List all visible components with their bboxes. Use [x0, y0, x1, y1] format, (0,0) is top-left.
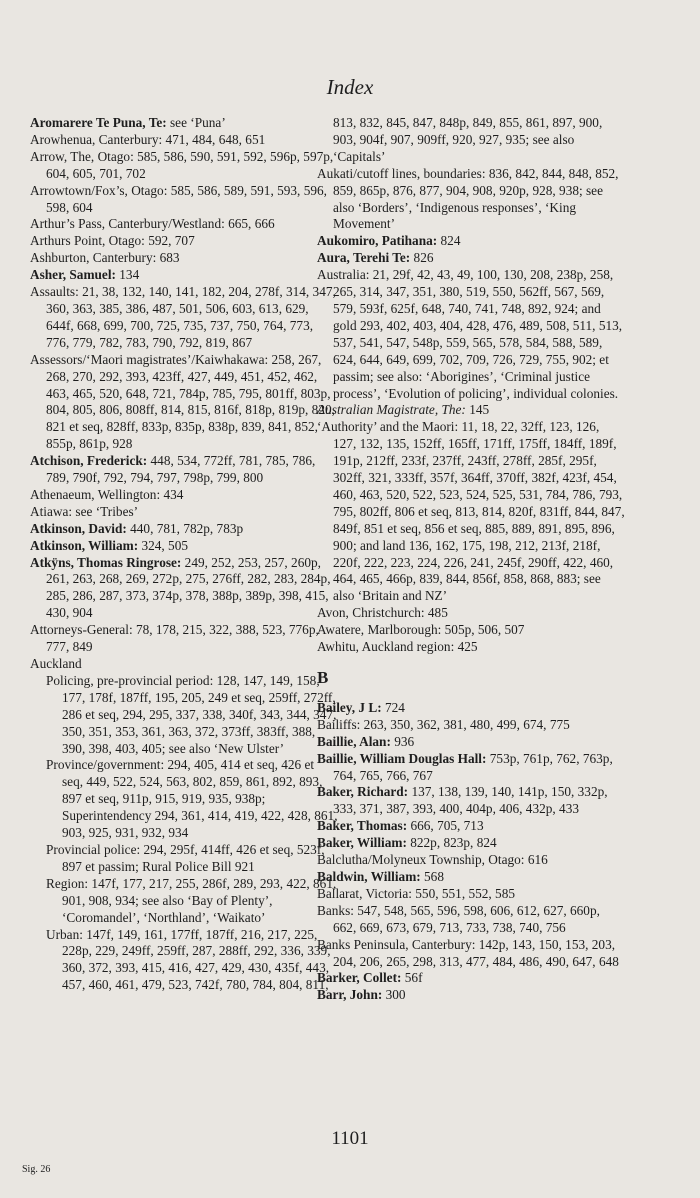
printer-signature-mark: Sig. 26	[22, 1164, 51, 1175]
entry-references: 145	[469, 402, 490, 418]
index-entry	[30, 267, 338, 284]
entry-references: 724	[384, 699, 405, 715]
index-entry: Assaults: 21, 38, 132, 140, 141, 182, 204, 278f, 314, 347, 360, 363, 385, 386, 487, 501, 506, 603, 613, 629, 644f, 668, 699, 700, 725, 735, 737, 750, 764, 773, 776, 779, 782, 783, 790, 792, 819, 867	[30, 284, 336, 350]
entry-heading: Atchison, Frederick:	[30, 453, 151, 469]
entry-references: 56f	[404, 970, 423, 986]
index-entry: Atiawa: see ‘Tribes’	[30, 503, 139, 519]
entry-heading: Baker, William:	[317, 835, 411, 851]
index-entry	[317, 233, 625, 250]
index-entry	[317, 700, 625, 717]
index-entry: Arthur’s Pass, Canterbury/Westland: 665, 666	[30, 216, 275, 232]
entry-heading: Atkinson, William:	[30, 537, 142, 553]
entry-references: 440, 781, 782p, 783p	[130, 520, 244, 536]
entry-references: 666, 705, 713	[410, 818, 484, 834]
index-entry: Bailiffs: 263, 350, 362, 381, 480, 499, 674, 775	[317, 716, 570, 732]
entry-heading: Aromarere Te Puna, Te:	[30, 115, 170, 130]
index-entry	[30, 538, 338, 555]
index-subentry: Province/government: 294, 405, 414 et seq, 426 et seq, 449, 522, 524, 563, 802, 859, 861, 892, 893, 897 et seq, 911p, 915, 919, 935, 938p; Superintendency 294, 361, 414, 419, 422, 428, 861, 903, 925, 931, 932, 934	[46, 757, 338, 841]
index-entry	[30, 115, 338, 132]
entry-references: 249, 252, 253, 257, 260p, 261, 263, 268, 269, 272p, 275, 276ff, 282, 283, 284p, 285, 286, 287, 373, 374p, 378, 388p, 389p, 398, 415, 430, 904	[46, 554, 331, 621]
entry-heading: Baker, Thomas:	[317, 818, 411, 834]
page-title: Index	[326, 75, 374, 99]
entry-heading: Aura, Terehi Te:	[317, 250, 414, 266]
index-subentry: Urban: 147f, 149, 161, 177ff, 187ff, 216, 217, 225, 228p, 229, 249ff, 259ff, 287, 288ff, 292, 336, 339, 360, 372, 393, 415, 416, 427, 429, 430, 435f, 443, 457, 460, 461, 479, 523, 742f, 780, 784, 804, 811,	[46, 926, 331, 993]
entry-heading: Baillie, William Douglas Hall:	[317, 750, 490, 766]
entry-heading: Atkinson, David:	[30, 520, 131, 536]
entry-heading: Barker, Collet:	[317, 970, 405, 986]
entry-references: see ‘Puna’	[170, 115, 226, 130]
page-number: 1101	[331, 1128, 369, 1149]
entry-references: 448, 534, 772ff, 781, 785, 786, 789, 790f, 792, 794, 797, 798p, 799, 800	[46, 453, 316, 486]
index-entry	[317, 250, 625, 267]
entry-references: 753p, 761p, 762, 763p, 764, 765, 766, 767	[333, 750, 613, 783]
index-subentry: Policing, pre-provincial period: 128, 147, 149, 158, 177, 178f, 187ff, 195, 205, 249 et seq, 259ff, 272ff, 286 et seq, 294, 295, 337, 338, 340f, 343, 344, 347, 350, 351, 353, 361, 363, 372, 373ff, 383ff, 388, 390, 398, 403, 405; see also ‘New Ulster’	[46, 672, 337, 756]
index-entry	[317, 818, 625, 835]
index-entry: ‘Authority’ and the Maori: 11, 18, 22, 32ff, 123, 126, 127, 132, 135, 152ff, 165ff, 171ff, 175ff, 184ff, 189f, 191p, 212ff, 233f, 237ff, 243ff, 278ff, 285f, 295f, 302ff, 321, 333ff, 357f, 364ff, 370ff, 382f, 423f, 454, 460, 463, 520, 522, 523, 524, 525, 531, 784, 786, 793, 795, 802ff, 806 et seq, 813, 814, 820f, 831ff, 844, 847, 849f, 851 et seq, 856 et seq, 885, 889, 891, 895, 896, 900; and land 136, 162, 175, 198, 212, 213f, 218f, 220f, 222, 223, 224, 226, 241, 245f, 290ff, 422, 460, 464, 465, 466p, 839, 844, 856f, 858, 868, 883; see also ‘Britain and NZ’	[317, 419, 625, 604]
index-entry: Avon, Christchurch: 485	[317, 605, 448, 621]
entry-references: 137, 138, 139, 140, 141p, 150, 332p, 333, 371, 387, 393, 400, 404p, 406, 432p, 433	[333, 784, 608, 817]
index-entry: Banks Peninsula, Canterbury: 142p, 143, 150, 153, 203, 204, 206, 265, 298, 313, 477, 484, 486, 490, 647, 648	[317, 936, 619, 969]
entry-heading: Baillie, Alan:	[317, 733, 395, 749]
entry-references: 324, 505	[141, 537, 188, 553]
index-entry	[317, 784, 625, 818]
index-entry: Awatere, Marlborough: 505p, 506, 507	[317, 622, 525, 638]
entry-heading: Bailey, J L:	[317, 699, 385, 715]
index-entry: Ballarat, Victoria: 550, 551, 552, 585	[317, 885, 516, 901]
index-entry: Awhitu, Auckland region: 425	[317, 639, 478, 655]
section-letter: B	[317, 668, 329, 687]
index-entry	[30, 453, 338, 487]
index-entry	[317, 751, 625, 785]
index-entry	[30, 521, 338, 538]
index-entry	[317, 869, 625, 886]
entry-heading: Australian Magistrate, The:	[317, 402, 470, 418]
index-entry: Athenaeum, Wellington: 434	[30, 486, 184, 502]
index-entry: Australia: 21, 29f, 42, 43, 49, 100, 130, 208, 238p, 258, 265, 314, 347, 351, 380, 519, 550, 562ff, 567, 569, 579, 593f, 625f, 648, 740, 741, 748, 892, 924; and gold 293, 402, 403, 404, 428, 476, 489, 508, 511, 513, 537, 541, 547, 548p, 559, 565, 578, 584, 588, 589, 624, 644, 649, 699, 702, 709, 726, 729, 755, 902; et passim; see also: ‘Aborigines’, ‘Criminal justice process’, ‘Evolution of policing’, individual colonies.	[317, 267, 623, 401]
index-entry	[317, 734, 625, 751]
index-entry	[317, 970, 625, 987]
index-entry: Arthurs Point, Otago: 592, 707	[30, 233, 195, 249]
entry-references: 300	[385, 987, 406, 1003]
index-entry: Banks: 547, 548, 565, 596, 598, 606, 612, 627, 660p, 662, 669, 673, 679, 713, 733, 738, 740, 756	[317, 902, 600, 935]
entry-references: 826	[413, 250, 434, 266]
entry-references: 822p, 823p, 824	[410, 835, 497, 851]
entry-heading: Barr, John:	[317, 987, 386, 1003]
entry-references: 824	[440, 233, 461, 249]
entry-references: 568	[424, 868, 444, 884]
index-entry: Ashburton, Canterbury: 683	[30, 250, 180, 266]
index-entry: Attorneys-General: 78, 178, 215, 322, 388, 523, 776p, 777, 849	[30, 622, 319, 655]
entry-heading: Asher, Samuel:	[30, 267, 120, 283]
entry-references: 936	[394, 733, 415, 749]
index-entry: Arowhenua, Canterbury: 471, 484, 648, 651	[30, 131, 266, 147]
index-subentry: Region: 147f, 177, 217, 255, 286f, 289, 293, 422, 861, 901, 908, 934; see also ‘Bay of Plenty’, ‘Coromandel’, ‘Northland’, ‘Waikato’	[46, 875, 337, 925]
entry-heading: Aukomiro, Patihana:	[317, 233, 441, 249]
index-entry: Balclutha/Molyneux Township, Otago: 616	[317, 852, 548, 868]
entry-heading: Atkÿns, Thomas Ringrose:	[30, 554, 185, 570]
entry-heading: Baldwin, William:	[317, 868, 425, 884]
index-entry: Aukati/cutoff lines, boundaries: 836, 842, 844, 848, 852, 859, 865p, 876, 877, 904, 908, 920p, 928, 938; see also ‘Borders’, ‘Indigenous responses’, ‘King Movement’	[317, 165, 619, 232]
index-entry: Auckland	[30, 656, 82, 671]
index-entry: 813, 832, 845, 847, 848p, 849, 855, 861, 897, 900, 903, 904f, 907, 909ff, 920, 927, 935; see also ‘Capitals’	[333, 115, 603, 164]
index-entry	[30, 555, 338, 623]
index-column-left	[30, 115, 338, 994]
entry-heading: Baker, Richard:	[317, 784, 412, 800]
index-entry: Arrow, The, Otago: 585, 586, 590, 591, 592, 596p, 597p, 604, 605, 701, 702	[30, 148, 334, 181]
index-entry	[317, 835, 625, 852]
entry-references: 134	[119, 267, 140, 283]
index-column-right	[317, 115, 625, 1004]
index-entry: Assessors/‘Maori magistrates’/Kaiwhakawa: 258, 267, 268, 270, 292, 393, 423ff, 427, 449, 451, 452, 462, 463, 465, 520, 648, 721, 784p, 785, 795, 801ff, 803p, 804, 805, 806, 808ff, 814, 815, 816f, 818p, 819p, 820, 821 et seq, 828ff, 833p, 835p, 838p, 839, 841, 852, 855p, 861p, 928	[30, 351, 335, 452]
index-entry: Arrowtown/Fox’s, Otago: 585, 586, 589, 591, 593, 596, 598, 604	[30, 182, 327, 215]
index-entry	[317, 987, 625, 1004]
index-subentry: Provincial police: 294, 295f, 414ff, 426 et seq, 523f, 897 et passim; Rural Police Bill 921	[46, 841, 325, 874]
index-entry	[317, 402, 625, 419]
